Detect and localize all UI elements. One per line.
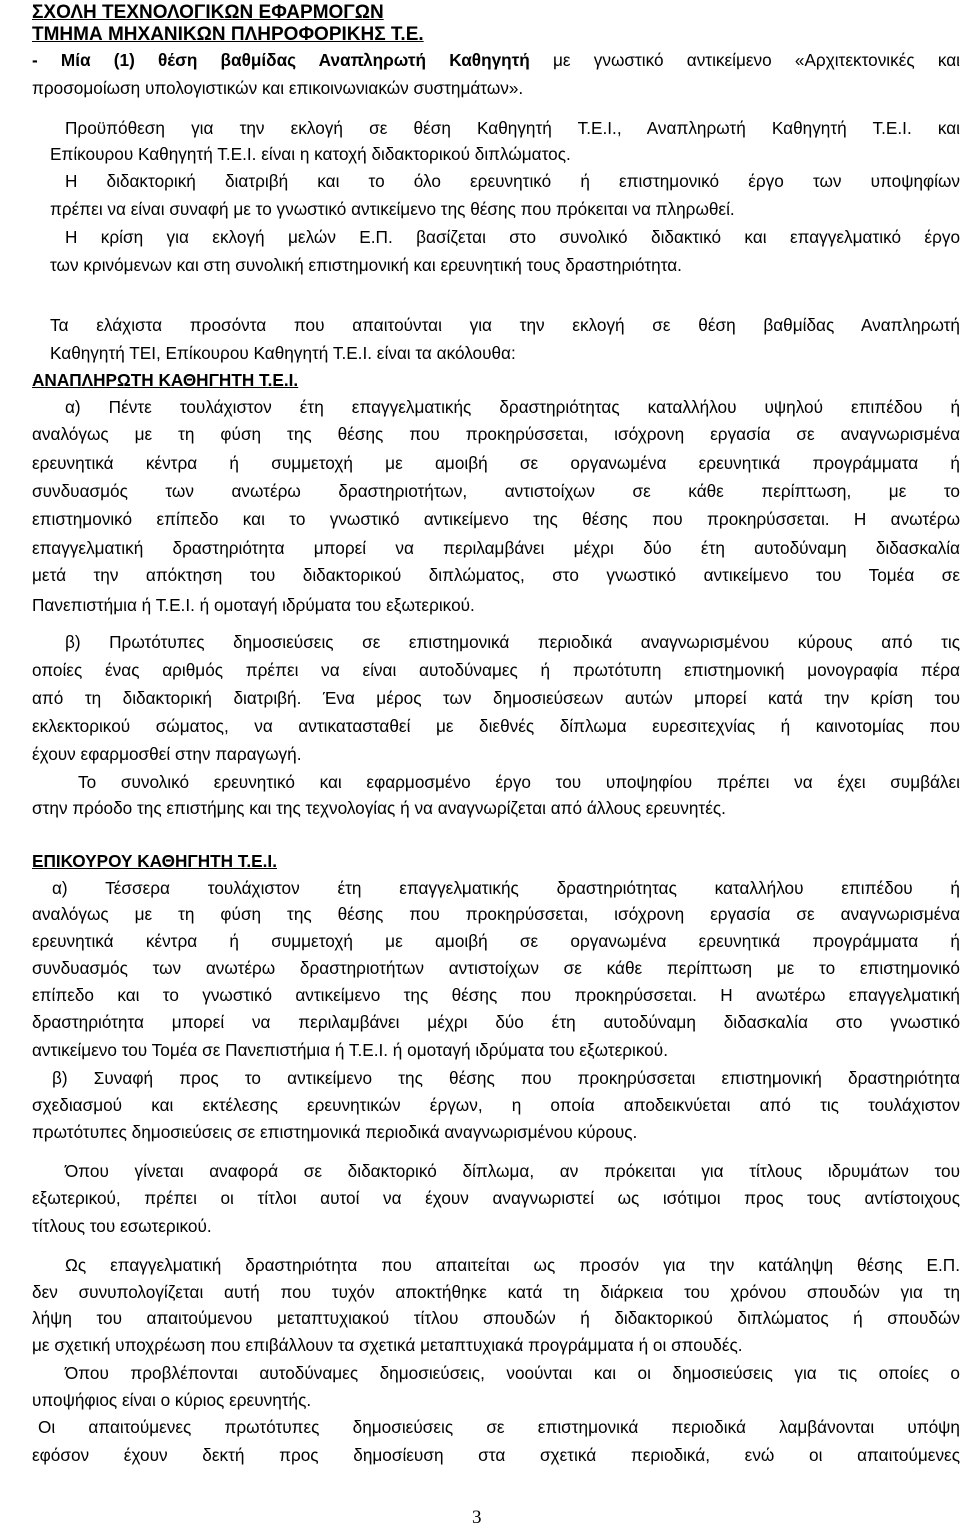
assistant-line-10: πρωτότυπες δημοσιεύσεις σε επιστημονικά περιοδικά αναγνωρισμένου κύρους. — [32, 1122, 638, 1142]
assistant-line-19: υποψήφιος είναι ο κύριος ερευνητής. — [32, 1390, 312, 1410]
position-title: - Μία (1) θέση βαθμίδας Αναπληρωτή Καθηγητή — [32, 50, 530, 70]
associate-line-1: α) Πέντε τουλάχιστον έτη επαγγελματικής δραστηριότητας καταλλήλου υψηλού επιπέδου ή — [65, 397, 960, 417]
associate-line-8: Πανεπιστήμια ή Τ.Ε.Ι. ή ομοταγή ιδρύματα του εξωτερικού. — [32, 595, 475, 615]
assistant-line-20: Οι απαιτούμενες πρωτότυπες δημοσιεύσεις σε επιστημονικά περιοδικά λαμβάνονται υπόψη — [38, 1417, 960, 1437]
school-title: ΣΧΟΛΗ ΤΕΧΝΟΛΟΓΙΚΩΝ ΕΦΑΡΜΟΓΩΝ — [32, 2, 384, 23]
assistant-line-6: δραστηριότητα μπορεί να περιλαμβάνει μέχρι δύο έτη αυτοδύναμη διδασκαλία στο γνωστικό — [32, 1012, 960, 1032]
intro-line-1 — [32, 52, 960, 69]
assistant-line-21: εφόσον έχουν δεκτή προς δημοσίευση στα σχετικά περιοδικά, ενώ οι απαιτούμενες — [32, 1445, 960, 1465]
associate-line-14: Το συνολικό ερευνητικό και εφαρμοσμένο έργο του υποψηφίου πρέπει να έχει συμβάλει — [78, 772, 960, 792]
assistant-line-7: αντικείμενο του Τομέα σε Πανεπιστήμια ή Τ.Ε.Ι. ή ομοταγή ιδρύματα του εξωτερικού. — [32, 1040, 668, 1060]
assistant-line-2: αναλόγως με τη φύση της θέσης που προκηρύσσεται, ισόχρονη εργασία σε αναγνωρισμένα — [32, 904, 960, 924]
associate-line-15: στην πρόοδο της επιστήμης και της τεχνολογίας ή να αναγνωρίζεται από άλλους ερευνητές. — [32, 798, 726, 818]
page-number: 3 — [472, 1507, 482, 1528]
intro-line-8: των κρινόμενων και στη συνολική επιστημονική και ερευνητική τους δραστηριότητα. — [50, 255, 682, 275]
associate-line-6: επαγγελματική δραστηριότητα μπορεί να περιλαμβάνει μέχρι δύο έτη αυτοδύναμη διδασκαλία — [32, 538, 960, 558]
intro-line-6: πρέπει να είναι συναφή με το γνωστικό αντικείμενο της θέσης που πρόκειται να πληρωθεί. — [50, 199, 735, 219]
assistant-line-13: τίτλους του εσωτερικού. — [32, 1216, 212, 1236]
position-subject: με γνωστικό αντικείμενο «Αρχιτεκτονικές και — [529, 50, 960, 70]
intro-line-7: Η κρίση για εκλογή μελών Ε.Π. βασίζεται στο συνολικό διδακτικό και επαγγελματικό έργο — [65, 227, 960, 247]
intro-line-9: Τα ελάχιστα προσόντα που απαιτούνται για την εκλογή σε θέση βαθμίδας Αναπληρωτή — [50, 315, 960, 335]
assistant-line-8: β) Συναφή προς το αντικείμενο της θέσης που προκηρύσσεται επιστημονική δραστηριότητα — [52, 1068, 960, 1088]
associate-line-2: αναλόγως με τη φύση της θέσης που προκηρύσσεται, ισόχρονη εργασία σε αναγνωρισμένα — [32, 424, 960, 444]
assistant-heading: ΕΠΙΚΟΥΡΟΥ ΚΑΘΗΓΗΤΗ Τ.Ε.Ι. — [32, 851, 277, 871]
assistant-line-9: σχεδιασμού και εκτέλεσης ερευνητικών έργων, η οποία αποδεικνύεται από τις τουλάχιστον — [32, 1095, 960, 1115]
assistant-line-11: Όπου γίνεται αναφορά σε διδακτορικό δίπλωμα, αν πρόκειται για τίτλους ιδρυμάτων του — [65, 1161, 960, 1181]
associate-heading: ΑΝΑΠΛΗΡΩΤΗ ΚΑΘΗΓΗΤΗ Τ.Ε.Ι. — [32, 370, 299, 390]
assistant-line-5: επίπεδο και το γνωστικό αντικείμενο της θέσης που προκηρύσσεται. Η ανωτέρω επαγγελματική — [32, 985, 960, 1005]
assistant-line-14: Ως επαγγελματική δραστηριότητα που απαιτείται ως προσόν για την κατάληψη θέσης Ε.Π. — [65, 1255, 960, 1275]
department-title: ΤΜΗΜΑ ΜΗΧΑΝΙΚΩΝ ΠΛΗΡΟΦΟΡΙΚΗΣ Τ.Ε. — [32, 24, 424, 45]
assistant-line-4: συνδυασμός των ανωτέρω δραστηριοτήτων αντιστοίχων σε κάθε περίπτωση με το επιστημονικό — [32, 958, 960, 978]
intro-line-10: Καθηγητή ΤΕΙ, Επίκουρου Καθηγητή Τ.Ε.Ι. είναι τα ακόλουθα: — [50, 343, 516, 363]
associate-line-5: επιστημονικό επίπεδο και το γνωστικό αντικείμενο της θέσης που προκηρύσσεται. Η ανωτέρω — [32, 509, 960, 529]
associate-line-9: β) Πρωτότυπες δημοσιεύσεις σε επιστημονικά περιοδικά αναγνωρισμένου κύρους από τις — [65, 632, 960, 652]
associate-line-10: οποίες ένας αριθμός πρέπει να είναι αυτοδύναμες ή πρωτότυπη επιστημονική μονογραφία πέρα — [32, 660, 960, 680]
intro-line-4: Επίκουρου Καθηγητή Τ.Ε.Ι. είναι η κατοχή διδακτορικού διπλώματος. — [50, 144, 571, 164]
assistant-line-1: α) Τέσσερα τουλάχιστον έτη επαγγελματικής δραστηριότητας καταλλήλου επιπέδου ή — [52, 878, 960, 898]
assistant-line-15: δεν συνυπολογίζεται αυτή που τυχόν αποκτήθηκε κατά τη διάρκεια του χρόνου σπουδών για τη — [32, 1282, 960, 1302]
assistant-line-3: ερευνητικά κέντρα ή συμμετοχή με αμοιβή σε οργανωμένα ερευνητικά προγράμματα ή — [32, 931, 960, 951]
associate-line-3: ερευνητικά κέντρα ή συμμετοχή με αμοιβή σε οργανωμένα ερευνητικά προγράμματα ή — [32, 453, 960, 473]
assistant-line-17: με σχετική υποχρέωση που επιβάλλουν τα σχετικά μεταπτυχιακά προγράμματα ή οι σπουδές. — [32, 1335, 743, 1355]
associate-line-12: εκλεκτορικού σώματος, να αντικατασταθεί με διεθνές δίπλωμα ευρεσιτεχνίας ή καινοτομίας που — [32, 716, 960, 736]
intro-line-2: προσομοίωση υπολογιστικών και επικοινωνιακών συστημάτων». — [32, 78, 524, 98]
associate-line-13: έχουν εφαρμοσθεί στην παραγωγή. — [32, 744, 302, 764]
intro-line-5: Η διδακτορική διατριβή και το όλο ερευνητικό ή επιστημονικό έργο των υποψηφίων — [65, 171, 960, 191]
assistant-line-16: λήψη του απαιτούμενου μεταπτυχιακού τίτλου σπουδών ή διδακτορικού διπλώματος ή σπουδών — [32, 1308, 960, 1328]
associate-line-4: συνδυασμός των ανωτέρω δραστηριοτήτων, αντιστοίχων σε κάθε περίπτωση, με το — [32, 481, 960, 501]
associate-line-7: μετά την απόκτηση του διδακτορικού διπλώματος, στο γνωστικό αντικείμενο του Τομέα σε — [32, 565, 960, 585]
assistant-line-12: εξωτερικού, πρέπει οι τίτλοι αυτοί να έχουν αναγνωριστεί ως ισότιμοι προς τους αντίστοιχους — [32, 1188, 960, 1208]
intro-line-3: Προϋπόθεση για την εκλογή σε θέση Καθηγητή Τ.Ε.Ι., Αναπληρωτή Καθηγητή Τ.Ε.Ι. και — [65, 118, 960, 138]
assistant-line-18: Όπου προβλέπονται αυτοδύναμες δημοσιεύσεις, νοούνται και οι δημοσιεύσεις για τις οποίες ο — [65, 1363, 960, 1383]
associate-line-11: από τη διδακτορική διατριβή. Ένα μέρος των δημοσιεύσεων αυτών μπορεί κατά την κρίση του — [32, 688, 960, 708]
